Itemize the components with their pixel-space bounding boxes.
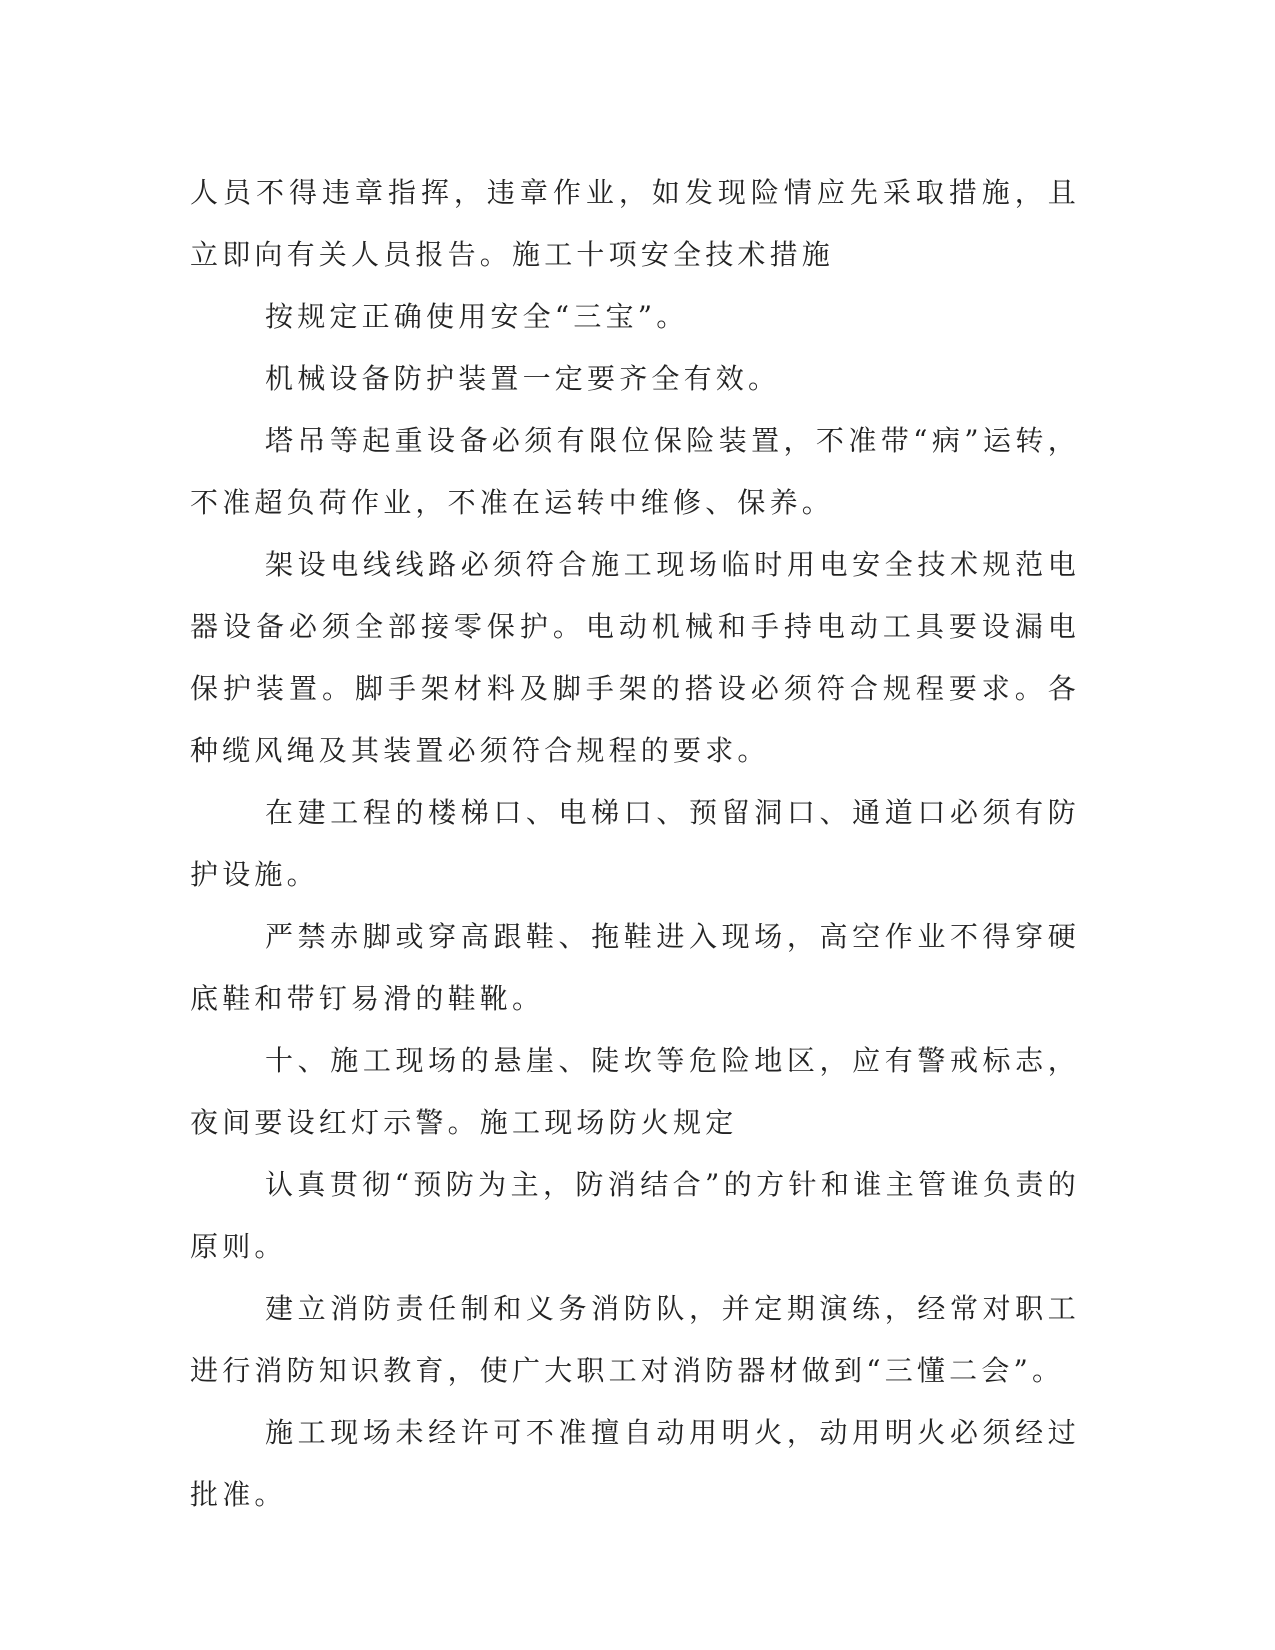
paragraph: 认真贯彻“预防为主，防消结合”的方针和谁主管谁负责的原则。 xyxy=(190,1168,1080,1263)
paragraph: 建立消防责任制和义务消防队，并定期演练，经常对职工进行消防知识教育，使广大职工对消防器材做到“三懂二会”。 xyxy=(190,1292,1080,1387)
paragraph: 施工现场未经许可不准擅自动用明火，动用明火必须经过批准。 xyxy=(190,1416,1080,1511)
paragraph: 在建工程的楼梯口、电梯口、预留洞口、通道口必须有防护设施。 xyxy=(190,796,1080,891)
paragraph: 十、施工现场的悬崖、陡坎等危险地区，应有警戒标志，夜间要设红灯示警。施工现场防火规定 xyxy=(190,1044,1080,1139)
paragraph: 人员不得违章指挥，违章作业，如发现险情应先采取措施，且立即向有关人员报告。施工十项安全技术措施 xyxy=(190,176,1080,271)
document-body xyxy=(190,162,1080,1526)
paragraph: 架设电线线路必须符合施工现场临时用电安全技术规范电器设备必须全部接零保护。电动机械和手持电动工具要设漏电保护装置。脚手架材料及脚手架的搭设必须符合规程要求。各种缆风绳及其装置必须符合规程的要求。 xyxy=(190,548,1080,767)
paragraph: 按规定正确使用安全“三宝”。 xyxy=(265,300,689,333)
paragraph: 机械设备防护装置一定要齐全有效。 xyxy=(265,362,781,395)
paragraph: 塔吊等起重设备必须有限位保险装置，不准带“病”运转，不准超负荷作业，不准在运转中维修、保养。 xyxy=(190,424,1080,519)
paragraph: 严禁赤脚或穿高跟鞋、拖鞋进入现场，高空作业不得穿硬底鞋和带钉易滑的鞋靴。 xyxy=(190,920,1080,1015)
